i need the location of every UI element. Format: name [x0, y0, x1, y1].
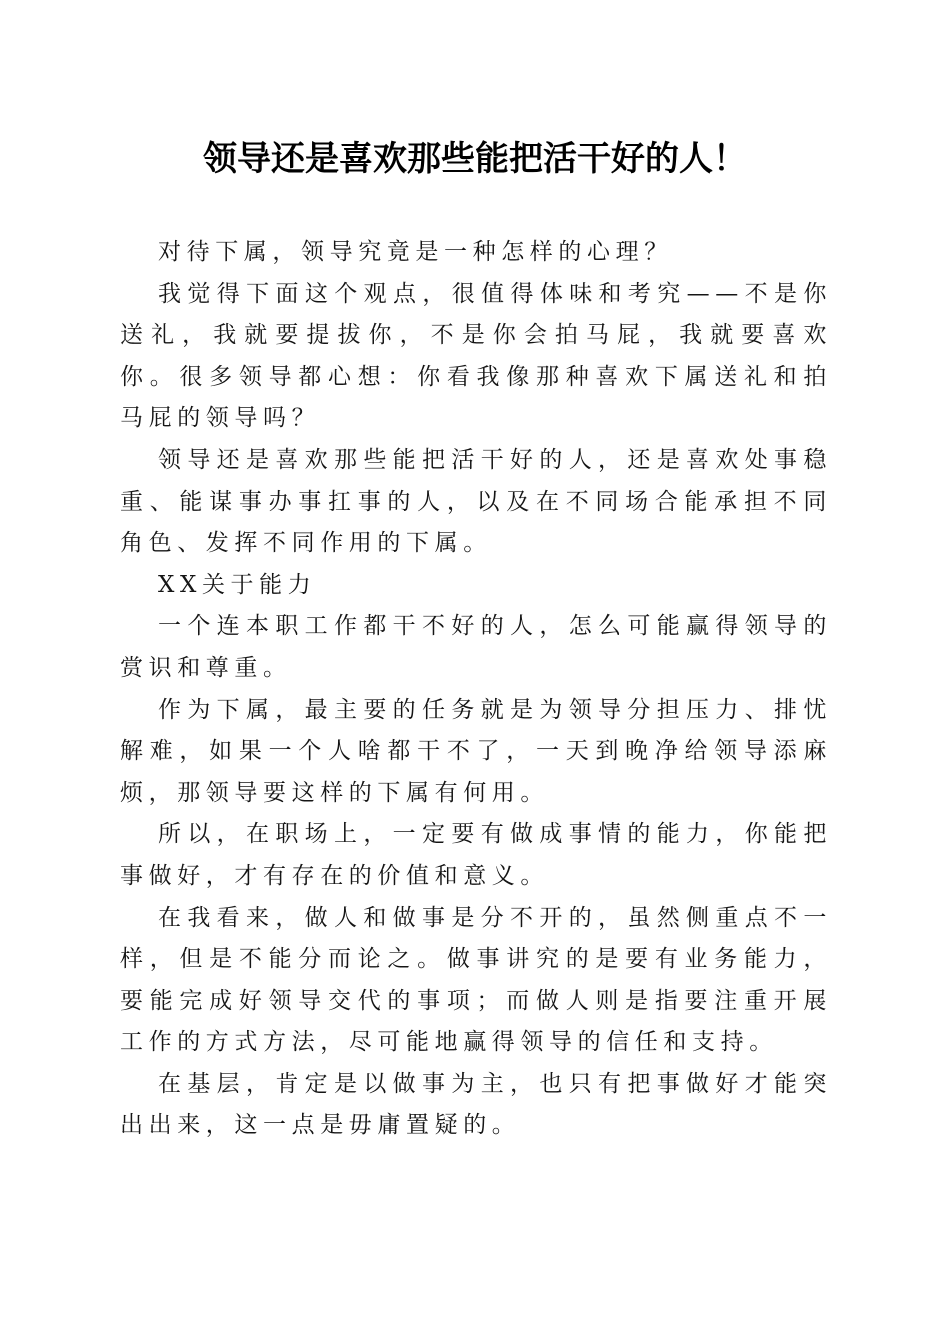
paragraph: 作为下属，最主要的任务就是为领导分担压力、排忧解难，如果一个人啥都干不了，一天到晚净给领导添麻烦，那领导要这样的下属有何用。: [120, 696, 832, 806]
paragraph: 我觉得下面这个观点，很值得体味和考究——不是你送礼，我就要提拔你，不是你会拍马屁，我就要喜欢你。很多领导都心想：你看我像那种喜欢下属送礼和拍马屁的领导吗？: [120, 280, 832, 432]
paragraph: 所以，在职场上，一定要有做成事情的能力，你能把事做好，才有存在的价值和意义。: [120, 821, 832, 889]
document-body: [120, 232, 832, 1147]
paragraph: 在基层，肯定是以做事为主，也只有把事做好才能突出出来，这一点是毋庸置疑的。: [120, 1070, 832, 1139]
paragraph: 对待下属，领导究竟是一种怎样的心理？: [158, 239, 673, 265]
paragraph: 领导还是喜欢那些能把活干好的人，还是喜欢处事稳重、能谋事办事扛事的人，以及在不同场合能承担不同角色、发挥不同作用的下属。: [120, 446, 832, 557]
paragraph: 在我看来，做人和做事是分不开的，虽然侧重点不一样，但是不能分而论之。做事讲究的是要有业务能力，要能完成好领导交代的事项；而做人则是指要注重开展工作的方式方法，尽可能地赢得领导的信任和支持。: [120, 904, 832, 1056]
document-title: 领导还是喜欢那些能把活干好的人！: [203, 139, 747, 179]
paragraph: 一个连本职工作都干不好的人，怎么可能赢得领导的赏识和尊重。: [120, 613, 832, 681]
section-heading: XX关于能力: [158, 571, 317, 598]
